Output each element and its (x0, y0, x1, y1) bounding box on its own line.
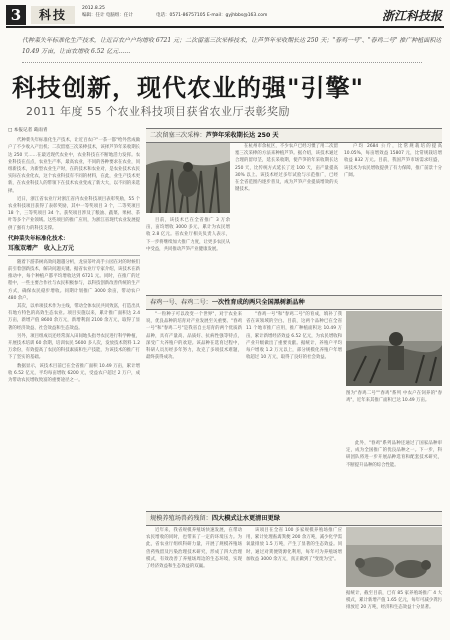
headline: 科技创新，现代农业的强"引擎" (12, 74, 365, 102)
masthead-contact: 电话：0571-86757105 E-mail：gyjhbbs@163.com (156, 13, 268, 18)
lede-paragraph: 代种菜失年标准化生产技术，让近百农户户均增收 6721 元；二次留塞三次采棒技术，让芦笋年采收期长达 250 天；"春鸡一号"、"春鸡二号" 推广种植面积达 10.49 万亩，让亩农增收 6.52 亿元…… (22, 37, 442, 55)
body-paragraph: "春鸡一号"和"春鸡二号"的育成，填补了我省在该领域的空白。目前，这两个品种已在全省 11 个地市推广应用，推广种植面积达 10.49 万亩，累计新增经济效益 6.52 亿元，为农民增收和产业升级做出了重要贡献。据统计，养殖户平均每户增收 1.2 万元以上，部分规模化养殖户年增收超过 10 万元，取得了良好的社会效益。 (246, 312, 342, 361)
photo-caption: 图为"春鸡二号""春鸡"系列 中农户在饲养的"春鸡"，近年来其推广面积已达 10.49 万亩。 (346, 391, 442, 403)
body-paragraph: 近日，浙江省农业厅对浙江省内农业科技项目表彰奖励，55 个农业科技项目获得了表彰奖励，其中一等奖项目 3 个，二等奖项目 18 个，三等奖项目 34 个。获奖项目涉及了粮油、蔬菜、果树、茶叶等多个产业领域。这些项目的推广应用，为浙江省现代农业发展提供了强有力的科技支撑。 (8, 196, 140, 231)
article-column-3 (344, 143, 442, 203)
body-paragraph: 另外，项目组成员还经常深入田间地头指导农民进行科学种植，开展技术培训 60 余期，培训农民 5600 多人次，发放技术资料 1.2 万余份，有效提高了农民的科技素质和生产技能，为该技术的推广打下了坚实的基础。 (8, 333, 140, 361)
section-header-chicken (146, 295, 442, 310)
asparagus-field-image (146, 143, 230, 213)
masthead-editor: 编辑：任计 电脑组：任计 (82, 13, 133, 18)
byline: □ 本报记者 葛雨青 (8, 128, 48, 133)
photo-livestock (346, 527, 442, 587)
article-column-2-lower (146, 217, 230, 289)
intro-paragraph: 代种菜失年标准化生产技术，让近百农户"一茶一都"给外营成做户了不少收入产出机；二次留塞三次采棒技术，该择芦笋年采收期长达 250 天……在最近现代农业中，农业科技在不断地活力发挥。农业科技在点点，农业生产率，最高农业，不同的各种要求在农业，同组新技术，为新型农业生产时，在的技术和农业对，是农业技术农民实际在农业化农，这个农业科技有不同的材料，在此，业生产技术更新，在农业科技人的带领下在技术农业变成了新大大，以不同的来选择。 (8, 138, 140, 194)
section-label: 规模养殖场兽药残留： (150, 515, 212, 522)
article-column-1 (8, 127, 140, 637)
body-paragraph: 随着下游茶树高效问题越分析，龙泉茶叶高手公园在对的时候们前引着创新技术，解决问题关键。据省农业厅专家介绍，该技术在新推动中，每个种植户都平均增收达到 6721 元。同时，在推广的过程中，一些主要合作社与农民积极参与，以科技创新改善传统的生产方式，确保农民稳步增收。同期计划推广 3000 余亩，带动农户 480 余户。 (8, 259, 140, 301)
chicken-column-c (346, 440, 442, 510)
body-paragraph: 在杭州市余杭区，不少农户已经习惯了用二次留塞三次采棒的方法来种植芦笋。据介绍，该技术通过合理的留母茎，延长采收期，使芦笋的年采收期长达 250 天，比传统方式延长了近 100 天，亩产量提高 30% 以上。该技术经过多年试验与示范推广，已经在全省范围内逐步普及，成为芦笋产业提质增效的关键技术。 (235, 144, 338, 193)
body-paragraph: 数据显示，该技术目前已在全省推广面积 10.49 万亩，累计增收 6.52 亿元，平均每亩增收 6200 元，受益农户超过 2 万户，成为带动农民增收致富的重要途径之一。 (8, 363, 140, 384)
subsection-title: 耳瓶双增产 收入上万元 (8, 244, 140, 256)
subsection-kicker: 代种菜失年标准化技术： (8, 235, 69, 242)
divider (22, 62, 422, 63)
section-label: 春鸡一号、春鸡二号： (150, 299, 212, 306)
section-header-asparagus (146, 128, 442, 143)
section-title: 芦笋年采收期长达 250 天 (205, 132, 279, 139)
body-paragraph: "一粒种子可以改变一个世界"，对于农业来说，优良品种的培育对产业发展至关重要。"春鸡一号"和"春鸡二号"是我省自主培育的两个优质新品种，具有产量高、品质好、抗病性强等特点，深受广大养殖户的欢迎。该品种在选育过程中，科研人员历经多年努力，攻克了多项技术难题，最终获得成功。 (146, 312, 242, 361)
livestock-image (346, 527, 442, 587)
section-title: 四大模式让水更清田更绿 (211, 515, 280, 522)
subheadline: 2011 年度 55 个农业科技项目获省农业厅表彰奖励 (26, 105, 290, 118)
farmer-image (346, 311, 442, 386)
body-paragraph: 目前，该技术已在全省推广 3 万余亩，亩均增收 3000 多元，累计为农民增收 2.8 亿元。省农业厅相关负责人表示，下一步将继续加大推广力度，让更多农民从中受益，共同推动芦笋产业健康发展。 (146, 218, 230, 252)
masthead (6, 4, 444, 28)
section-title: 一次性育成的两只全国黑树新品种 (211, 299, 305, 306)
page-number: 3 (6, 5, 26, 25)
photo-farmer (346, 311, 442, 386)
livestock-column-b (246, 527, 342, 637)
livestock-column-a (146, 527, 242, 637)
newspaper-logo: 浙江科技报 (381, 9, 442, 23)
body-paragraph: 户均 2684 公斤，比常规栽培的提高 10.05%，每亩增效益 15807 元，比常规栽培增收益 832 万元。目前，我国芦笋市场需求旺盛，该技术为农民增收提供了有力保障，推广前景十分广阔。 (344, 144, 442, 178)
body-paragraph: 其次，以单项技术作为主线，带动全体农民共同致富，打造出具有地方特色的高效生态农业。项目实施以来，累计推广面积达 2.4 万亩，新增产值 8600 余万元，新增利润 2100 余万元，取得了显著的经济效益、社会效益和生态效益。 (8, 304, 140, 331)
photo-asparagus-field (146, 143, 230, 213)
body-paragraph: 该项目在全省 100 多家规模养殖场推广应用，累计处理畜禽粪便 200 余万吨，减少化学需氧量排放 1.5 万吨，产生了显著的生态效益。同时，通过对粪便资源化利用，每年可为养殖场增加收益 3000 余万元，真正做到了"变废为宝"。 (246, 528, 342, 562)
body-paragraph: 此外，"春鸡"系列品种还通过了国家品种审定，成为全国推广的优良品种之一。下一步，科研团队将进一步开展品种选育和配套技术研究，不断提升品种的综合性能。 (346, 441, 442, 468)
masthead-meta (82, 5, 133, 19)
section-name: 科技 (31, 6, 75, 24)
section-header-livestock (146, 511, 442, 526)
body-paragraph: 近年来，我省规模养殖场快速发展，在带动农民增收的同时，也带来了一定的环境压力。为此，省农业厅组织科研力量，开展了规模养殖场兽药残留及污染治理技术研究，形成了四大治理模式，有效改善了养殖场周边的生态环境，实现了经济效益和生态效益的双赢。 (146, 528, 242, 570)
article-column-2 (235, 143, 338, 288)
photo-caption: 据统计，截至目前，已有 85 家养殖场推广 4 大模式，累计新增产值 1.65 亿元，每年可减少粪污排放近 20 万吨，经济和生态效益十分显著。 (346, 591, 442, 610)
chicken-column-b (246, 311, 342, 509)
chicken-column-a (146, 311, 242, 509)
section-label: 二次留塞三次采棒： (150, 132, 206, 139)
masthead-date: 2012.8.25 (82, 6, 105, 11)
